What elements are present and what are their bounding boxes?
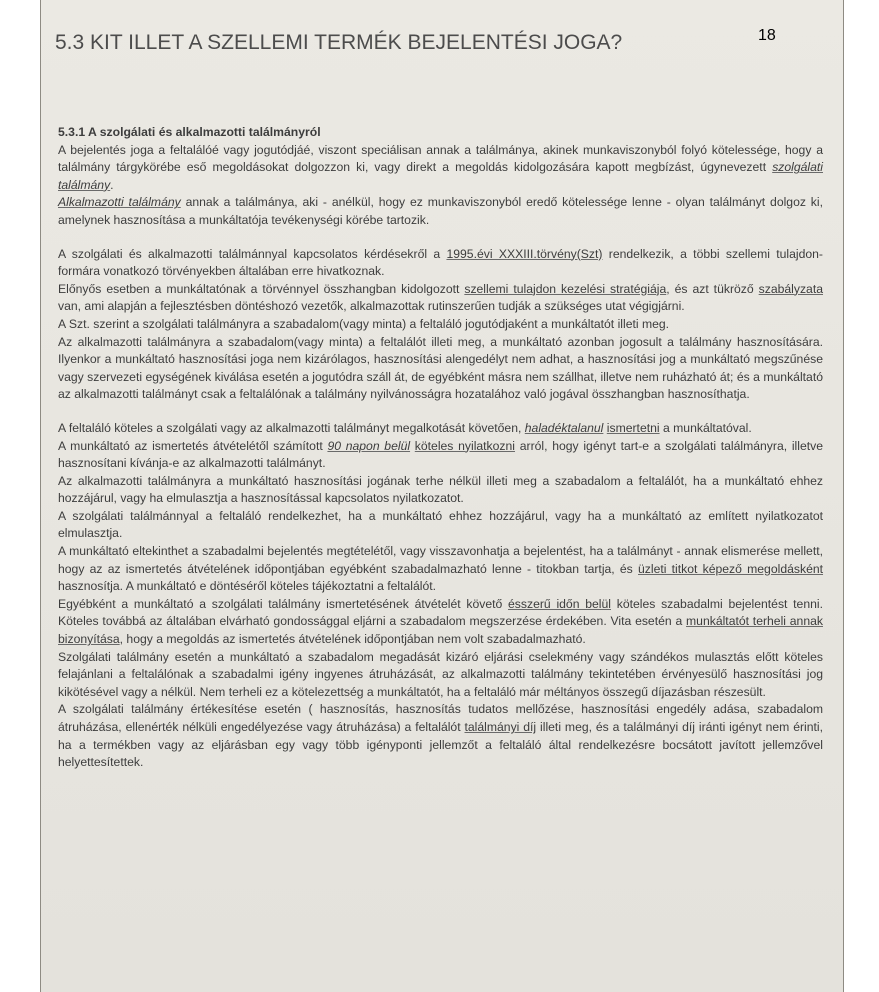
paragraph-feltalalo-koteles: A feltaláló köteles a szolgálati vagy az alkalmazotti találmányt megalkotását követően, haladéktalanul ismertetni a munkáltatóval. [58, 420, 752, 435]
link-kezelesi-strategia[interactable]: szellemi tulajdon kezelési stratégiája [464, 281, 667, 296]
paragraph-rendelkezes: A szolgálati találmánnyal a feltaláló rendelkezhet, ha a munkáltató ehhez hozzájárul, vagy ha a munkáltató az említett nyilatkozatot elmulasztja. [58, 508, 823, 541]
paragraph-strategia: Előnyős esetben a munkáltatónak a törvénnyel összhangban kidolgozott szellemi tulajdon kezelési stratégiája, és azt tükröző szabályzata van, ami alapján a fejlesztésben döntéshozó vezetők, alkalmazottak rutinszerűen tudják a szükséges utat végigjárni. [58, 281, 823, 314]
section-heading: 5.3.1 A szolgálati és alkalmazotti találmányról [58, 125, 321, 139]
paragraph-alkalmazotti: Alkalmazotti találmány annak a találmánya, aki - anélkül, hogy ez munkaviszonyból eredő kötelessége lenne - olyan találmányt dolgoz ki, amelynek hasznosítása a munkáltatója tevékenységi körébe tartozik. [58, 195, 823, 227]
paragraph-90-nap: A munkáltató az ismertetés átvételétől számított 90 napon belül köteles nyilatkozni arról, hogy igényt tart-e a szolgálati találmányra, illetve hasznosítani kívánja-e az alkalmazotti találmányt. [58, 438, 823, 471]
link-alkalmazotti-talalmany[interactable]: Alkalmazotti találmány [58, 195, 181, 210]
page-number: 18 [758, 27, 776, 44]
paragraph-bejelentes-joga: A bejelentés joga a feltalálóé vagy jogutódjáé, viszont speciálisan annak a találmánya, akinek munkaviszonyból folyó kötelessége, hogy a találmány tárgykörébe eső megoldásokat dolgozzon ki, vagy direkt a megoldás kidolgozására kapott megbízást, úgynevezett szolgálati találmány. [58, 142, 823, 192]
paragraph-torveny: A szolgálati és alkalmazotti találmánnyal kapcsolatos kérdésekről a 1995.évi XXXIII.törvény(Szt) rendelkezik, a többi szellemi tulajdon-formára vonatkozó törvényekben általában erre hivatkoznak. [58, 246, 823, 279]
link-szolgalati-talalmany[interactable]: szolgálati találmány [58, 160, 823, 192]
link-koteles-nyilatkozni[interactable]: köteles nyilatkozni [414, 438, 516, 453]
paragraph-ertekesites: A szolgálati találmány értékesítése esetén ( hasznosítás, hasznosítás tudatos mellőzése, hasznosítási engedély adása, szabadalom átruházása, ellenérték nélküli engedélyezése vagy átruházása) a feltalálót találmányi díj illeti meg, és a találmányi díj iránti igényt nem érinti, ha a termékben vagy az eljárásban egy vagy több igényponti jellemzőt a feltaláló által rendelkezésre bocsátott javított jellemzővel helyettesítettek. [58, 702, 823, 770]
link-uzleti-titok[interactable]: üzleti titkot képező megoldásként [638, 561, 824, 576]
link-haladektalanul[interactable]: haladéktalanul [524, 420, 604, 435]
paragraph-esszeru-ido: Egyébként a munkáltató a szolgálati találmány ismertetésének átvételét követő ésszerű időn belül köteles szabadalmi bejelentést tenni. Köteles továbbá az általában elvárható gondossággal eljárni a szabadalom megszerzése érdekében. Vita esetén a munkáltatót terheli annak bizonyítása, hogy a megoldás az ismertetés átvételének időpontjában nem volt szabadalmazható. [58, 596, 823, 647]
link-90-napon-belul[interactable]: 90 napon belül [327, 438, 411, 453]
link-esszeru-idon-belul[interactable]: ésszerű időn belül [508, 596, 611, 611]
slide [40, 0, 844, 992]
paragraph-szt-szerint: A Szt. szerint a szolgálati találmányra a szabadalom(vagy minta) a feltaláló jogutódjaként a munkáltatót illeti meg. [58, 316, 670, 331]
content-body [58, 124, 823, 772]
paragraph-alkalmazotti-szabadalom: Az alkalmazotti találmányra a szabadalom(vagy minta) a feltalálót illeti meg, a munkáltató azonban jogosult a találmány hasznosítására. Ilyenkor a munkáltató hasznosítási joga nem kizárólagos, hasznosítási alengedélyt nem adhat, a hasznosítási jog a munkáltató megszűnése vagy szervezeti egységének kiválása esetén a jogutódra száll át, de egyébként másra nem szállhat, illetve nem ruházható át; és a munkáltató az alkalmazotti találmányt csak a feltalálónak a találmány nyilvánosságra hozatalához való jogával összhangban hasznosíthatja. [58, 334, 823, 402]
link-ismertetni[interactable]: ismertetni [606, 420, 660, 435]
link-bizonyitas[interactable]: munkáltatót terheli annak bizonyítása [58, 614, 823, 647]
page-title: 5.3 KIT ILLET A SZELLEMI TERMÉK BEJELENTÉSI JOGA? [55, 31, 623, 54]
paragraph-felajanlas: Szolgálati találmány esetén a munkáltató a szabadalom megadását kizáró eljárási cselekmény vagy szándékos mulasztás előtt köteles felajánlani a feltalálónak a szabadalmi igény ingyenes átruházását, az alkalmazotti találmány tekintetében érvényesülő hasznosítási jog kikötésével vagy a nélkül. Nem terheli ez a kötelezettség a munkáltatót, ha a feltaláló már méltányos összegű díjazásban részesült. [58, 649, 823, 699]
paragraph-hasznositasi-jog: Az alkalmazotti találmányra a munkáltató hasznosítási jogának terhe nélkül illeti meg a szabadalom a feltalálót, ha a munkáltató ehhez hozzájárul, vagy ha elmulasztja a hasznosítással kapcsolatos nyilatkozatot. [58, 473, 823, 506]
link-torveny[interactable]: 1995.évi XXXIII.törvény(Szt) [446, 246, 603, 261]
link-talalmanyi-dij[interactable]: találmányi díj [464, 720, 537, 734]
paragraph-titok: A munkáltató eltekinthet a szabadalmi bejelentés megtételétől, vagy visszavonhatja a bejelentést, ha a találmányt - annak elismerése mellett, hogy az az ismertetés átvételének időpontjában egyébként szabadalmazható lenne - titokban tartja, és üzleti titkot képező megoldásként hasznosítja. A munkáltató e döntéséről köteles tájékoztatni a feltalálót. [58, 544, 824, 594]
link-szabalyzat[interactable]: szabályzata [758, 281, 823, 296]
